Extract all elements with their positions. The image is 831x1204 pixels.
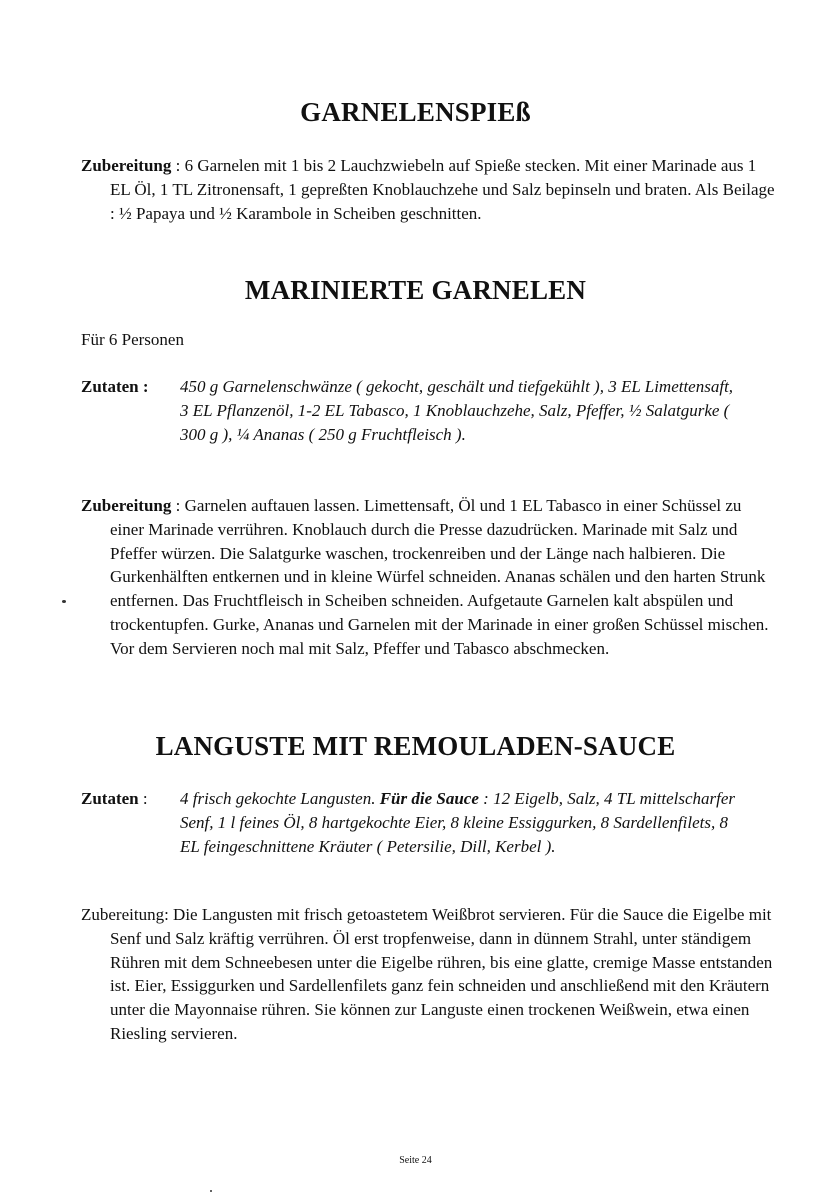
ingredients-label: Zutaten : <box>81 377 149 396</box>
ingredients-text: 4 frisch gekochte Langusten. Für die Sauce : 12 Eigelb, Salz, 4 TL mittelscharfer Senf, 1 l feines Öl, 8 hartgekochte Eier, 8 kleine Essiggurken, 8 Sardellenfilets, 8 EL feingeschnittene Kräuter ( Petersilie, Dill, Kerbel ). <box>180 789 736 856</box>
scan-speck <box>210 1190 212 1192</box>
ingredients-text: 450 g Garnelenschwänze ( gekocht, geschält und tiefgekühlt ), 3 EL Limettensaft, 3 EL Pflanzenöl, 1-2 EL Tabasco, 1 Knoblauchzehe, Salz, Pfeffer, ½ Salatgurke ( 300 g ), ¼ Ananas ( 250 g Fruchtfleisch ). <box>180 377 734 444</box>
recipe-1-preparation <box>81 154 775 225</box>
recipe-title-marinierte-garnelen: MARINIERTE GARNELEN <box>244 275 587 305</box>
page-number: Seite 24 <box>399 1155 432 1166</box>
preparation-text: : Garnelen auftauen lassen. Limettensaft, Öl und 1 EL Tabasco in einer Schüssel zu einer Marinade verrühren. Knoblauch durch die Presse dazudrücken. Marinade mit Salz und Pfeffer würzen. Die Salatgurke waschen, trockenreiben und der Länge nach halbieren. Die Gurkenhälften entkernen und in kleine Würfel schneiden. Ananas schälen und den harten Strunk entfernen. Das Fruchtfleisch in Scheiben schneiden. Aufgetaute Garnelen kalt abspülen und trockentupfen. Gurke, Ananas und Garnelen mit der Marinade in einer großen Schüssel mischen. Vor dem Servieren noch mal mit Salz, Pfeffer und Tabasco abschmecken. <box>110 496 769 658</box>
ingredients-label: Zutaten : <box>81 789 148 808</box>
servings-text: Für 6 Personen <box>81 330 184 349</box>
recipe-3-preparation: Zubereitung: Die Langusten mit frisch getoastetem Weißbrot servieren. Für die Sauce die Eigelbe mit Senf und Salz kräftig verrühren. Öl erst tropfenweise, dann in dünnem Strahl, unter ständigem Rühren mit dem Schneebesen unter die Eigelbe rühren, bis eine glatte, cremige Masse entstanden ist. Eier, Essiggurken und Sardellenfilets ganz fein schneiden und anschließend mit den Kräutern unter die Mayonnaise rühren. Sie können zur Languste einen trockenen Weißwein, etwa einen Riesling servieren. <box>81 905 773 1043</box>
recipe-2-preparation <box>81 494 775 661</box>
sauce-label: Für die Sauce <box>379 789 479 808</box>
preparation-label: Zubereitung <box>81 156 172 175</box>
preparation-label: Zubereitung <box>81 496 172 515</box>
scan-speck <box>62 600 66 603</box>
preparation-text: : 6 Garnelen mit 1 bis 2 Lauchzwiebeln auf Spieße stecken. Mit einer Marinade aus 1 EL Öl, 1 TL Zitronensaft, 1 gepreßten Knoblauchzehe und Salz bepinseln und braten. Als Beilage : ½ Papaya und ½ Karambole in Scheiben geschnitten. <box>110 156 775 223</box>
recipe-title-languste: LANGUSTE MIT REMOULADEN-SAUCE <box>155 731 676 761</box>
recipe-title-garnelenspiess: GARNELENSPIEß <box>300 97 531 127</box>
